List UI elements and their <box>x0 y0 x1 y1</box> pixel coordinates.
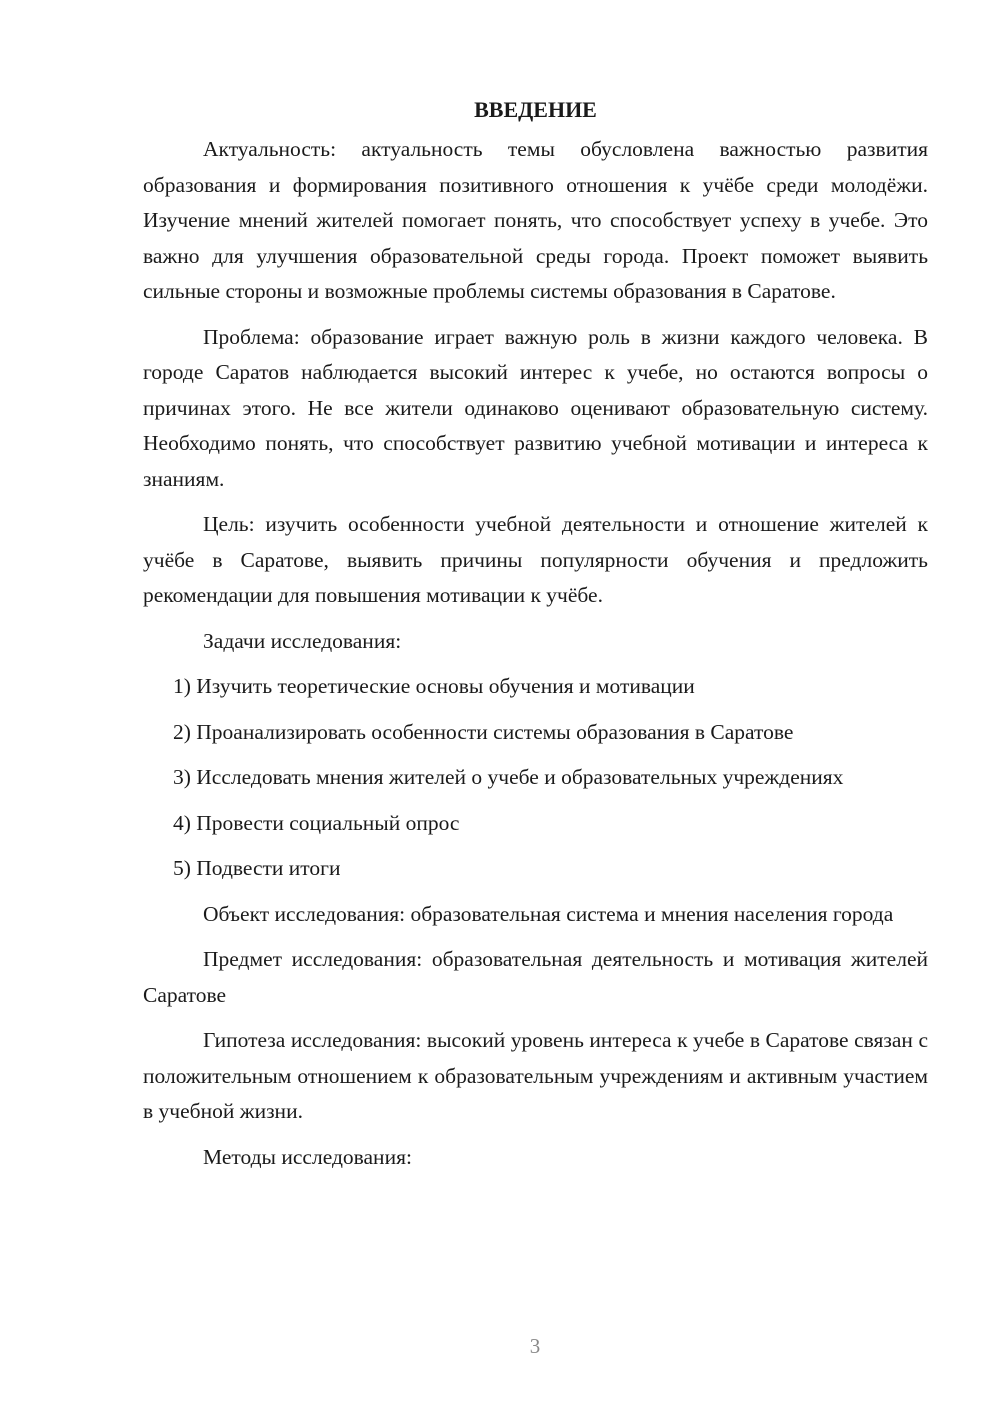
page-content <box>143 94 928 1175</box>
paragraph-hypothesis: Гипотеза исследования: высокий уровень интереса к учебе в Саратове связан с положительным отношением к образовательным учреждениям и активным участием в учебной жизни. <box>143 1028 928 1123</box>
page-number: 3 <box>529 1334 541 1358</box>
task-item: 3) Исследовать мнения жителей о учебе и образовательных учреждениях <box>173 765 844 789</box>
task-item: 2) Проанализировать особенности системы образования в Саратове <box>173 719 794 744</box>
paragraph-problem: Проблема: образование играет важную роль в жизни каждого человека. В городе Саратов наблюдается высокий интерес к учебе, но остаются вопросы о причинах этого. Не все жители одинаково оценивают образовательную систему. Необходимо понять, что способствует развитию учебной мотивации и интереса к знаниям. <box>143 324 928 491</box>
task-item: 1) Изучить теоретические основы обучения и мотивации <box>173 674 695 698</box>
paragraph-tasks-heading: Задачи исследования: <box>203 628 402 653</box>
task-item: 5) Подвести итоги <box>173 856 341 880</box>
paragraph-object: Объект исследования: образовательная система и мнения населения города <box>203 901 894 926</box>
paragraph-subject: Предмет исследования: образовательная деятельность и мотивация жителей Саратове <box>143 947 928 1007</box>
paragraph-methods: Методы исследования: <box>203 1144 412 1169</box>
paragraph-relevance: Актуальность: актуальность темы обусловлена важностью развития образования и формирования позитивного отношения к учёбе среди молодёжи. Изучение мнений жителей помогает понять, что способствует успеху в учебе. Это важно для улучшения образовательной среды города. Проект поможет выявить сильные стороны и возможные проблемы системы образования в Саратове. <box>143 137 928 303</box>
paragraph-goal: Цель: изучить особенности учебной деятельности и отношение жителей к учёбе в Саратове, выявить причины популярности обучения и предложить рекомендации для повышения мотивации к учёбе. <box>143 512 928 607</box>
section-title: ВВЕДЕНИЕ <box>474 97 597 122</box>
task-item: 4) Провести социальный опрос <box>173 810 460 835</box>
